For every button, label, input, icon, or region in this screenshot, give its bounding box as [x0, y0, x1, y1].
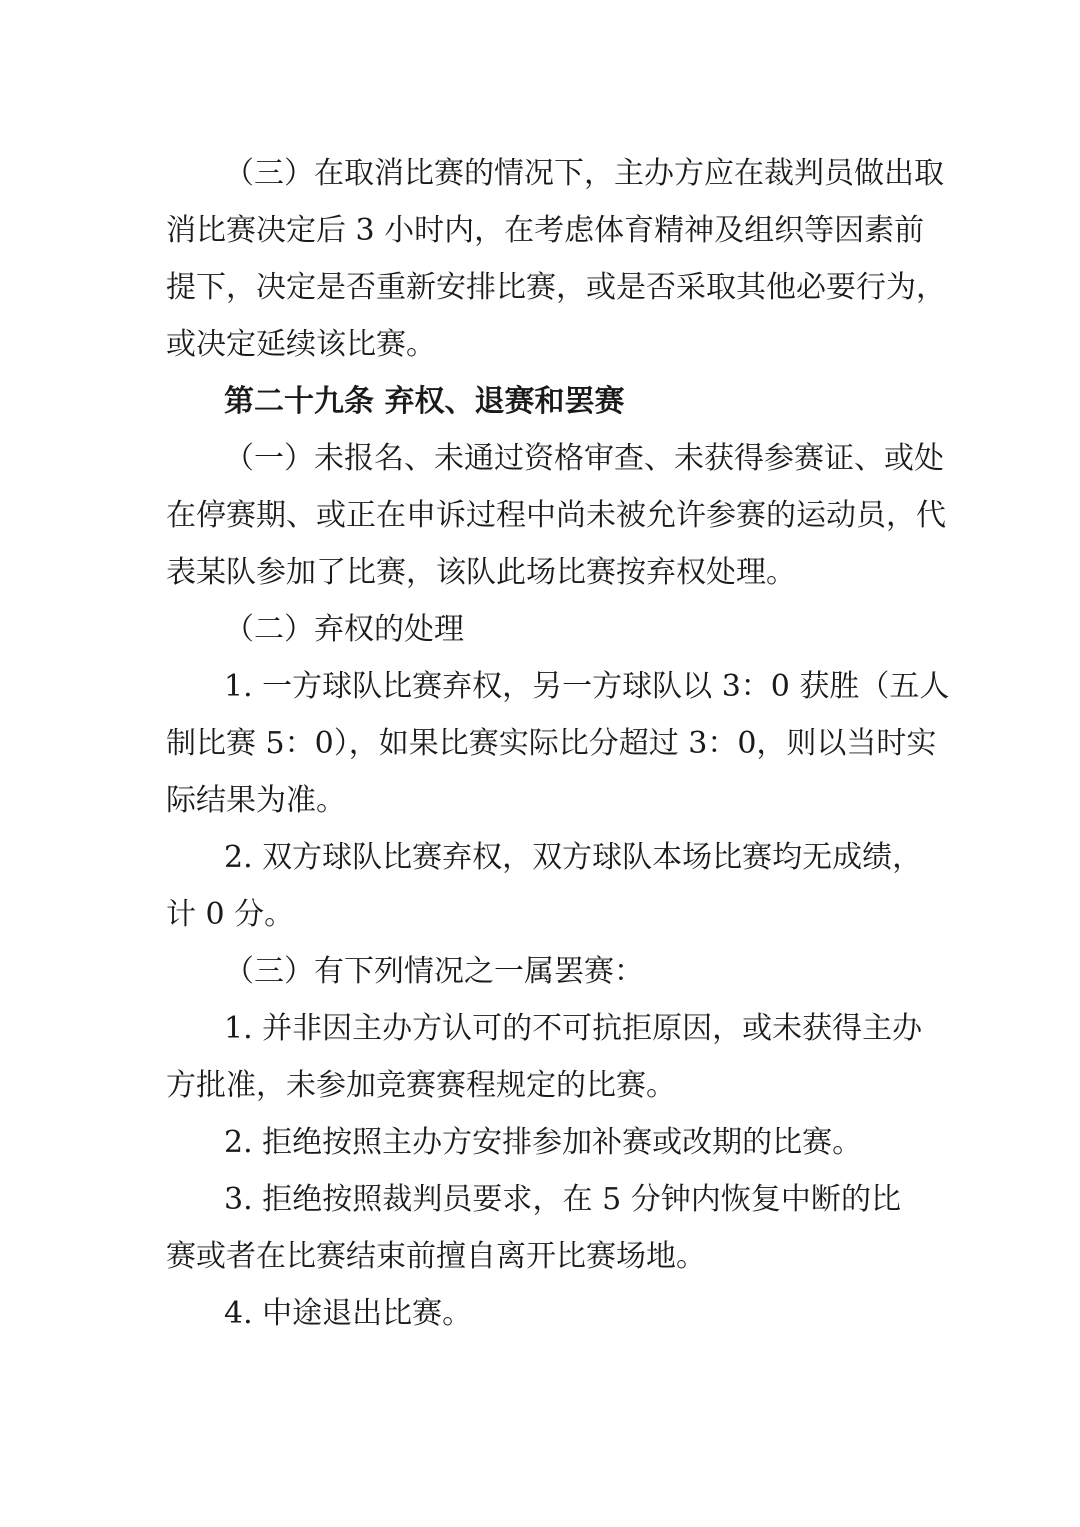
section-heading: （三）有下列情况之一属罢赛： — [224, 954, 644, 989]
text-line: 表某队参加了比赛，该队此场比赛按弃权处理。 — [166, 555, 796, 590]
text-line: （一）未报名、未通过资格审查、未获得参赛证、或处 — [224, 441, 944, 476]
section-heading: （二）弃权的处理 — [224, 612, 464, 647]
text-line: 1. 一方球队比赛弃权，另一方球队以 3：0 获胜（五人 — [224, 669, 950, 704]
text-line: 1. 并非因主办方认可的不可抗拒原因，或未获得主办 — [224, 1011, 923, 1046]
text-line: 际结果为准。 — [166, 783, 346, 818]
text-line: 方批准，未参加竞赛赛程规定的比赛。 — [166, 1068, 676, 1103]
text-line: 消比赛决定后 3 小时内，在考虑体育精神及组织等因素前 — [166, 213, 925, 248]
text-line: 4. 中途退出比赛。 — [224, 1296, 473, 1331]
article-heading: 第二十九条 弃权、退赛和罢赛 — [224, 384, 625, 419]
text-line: 2. 拒绝按照主办方安排参加补赛或改期的比赛。 — [224, 1125, 863, 1160]
text-line: 2. 双方球队比赛弃权，双方球队本场比赛均无成绩， — [224, 840, 923, 875]
text-line: 计 0 分。 — [166, 897, 295, 932]
text-line: 赛或者在比赛结束前擅自离开比赛场地。 — [166, 1239, 706, 1274]
text-line: 3. 拒绝按照裁判员要求，在 5 分钟内恢复中断的比 — [224, 1182, 901, 1217]
text-line: 或决定延续该比赛。 — [166, 327, 436, 362]
text-line: 在停赛期、或正在申诉过程中尚未被允许参赛的运动员，代 — [166, 498, 946, 533]
document-page — [166, 145, 950, 1342]
text-line: （三）在取消比赛的情况下，主办方应在裁判员做出取 — [224, 156, 944, 191]
text-line: 提下，决定是否重新安排比赛，或是否采取其他必要行为， — [166, 270, 946, 305]
text-line: 制比赛 5：0），如果比赛实际比分超过 3：0，则以当时实 — [166, 726, 937, 761]
